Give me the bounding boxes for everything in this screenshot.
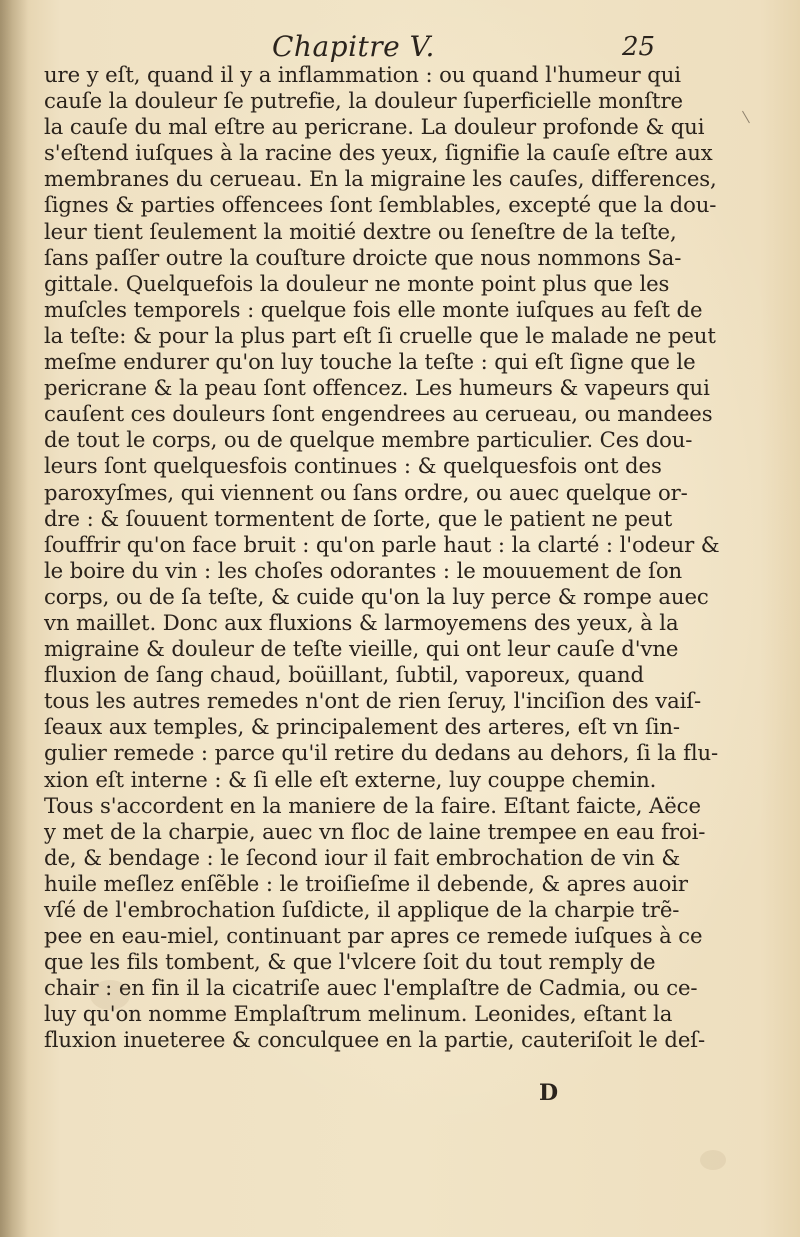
text-line: membranes du cerueau. En la migraine les cauſes, differences, bbox=[44, 166, 717, 192]
text-line: chair : en fin il la cicatriſe auec l'emplaſtre de Cadmia, ou ce- bbox=[44, 975, 698, 1001]
text-line: corps, ou de ſa teſte, & cuide qu'on la luy perce & rompe auec bbox=[44, 583, 709, 609]
text-line: xion eſt interne : & ſi elle eſt externe, luy couppe chemin. bbox=[44, 766, 657, 792]
text-line: paroxyſmes, qui viennent ou ſans ordre, ou auec quelque or- bbox=[44, 479, 688, 505]
margin-mark bbox=[735, 111, 750, 128]
text-line: s'eſtend iuſques à la racine des yeux, ſignifie la cauſe eſtre aux bbox=[44, 140, 713, 166]
text-line: cauſent ces douleurs ſont engendrees au cerueau, ou mandees bbox=[44, 401, 713, 427]
page-number: 25 bbox=[622, 32, 656, 62]
text-line: leur tient ſeulement la moitié dextre ou ſeneſtre de la teſte, bbox=[44, 218, 677, 244]
text-line: vn maillet. Donc aux fluxions & larmoyemens des yeux, à la bbox=[44, 609, 679, 635]
running-title: Chapitre V. bbox=[272, 30, 435, 63]
text-line: ſignes & parties offencees ſont ſemblables, excepté que la dou- bbox=[44, 192, 717, 218]
text-line: gulier remede : parce qu'il retire du dedans au dehors, ſi la flu- bbox=[44, 740, 719, 766]
signature-mark: D bbox=[539, 1080, 559, 1106]
text-line: fluxion inueteree & conculquee en la partie, cauteriſoit le deſ- bbox=[44, 1027, 706, 1053]
text-line: y met de la charpie, auec vn floc de laine trempee en eau froi- bbox=[44, 818, 706, 844]
text-line: ſans paſſer outre la couſture droicte que nous nommons Sa- bbox=[44, 244, 682, 270]
text-line: dre : & ſouuent tormentent de ſorte, que le patient ne peut bbox=[44, 505, 673, 531]
text-line: pericrane & la peau ſont offencez. Les humeurs & vapeurs qui bbox=[44, 375, 710, 401]
text-line: luy qu'on nomme Emplaſtrum melinum. Leonides, eſtant la bbox=[44, 1001, 673, 1027]
text-line: la teſte: & pour la plus part eſt ſi cruelle que le malade ne peut bbox=[44, 322, 716, 348]
text-line: Tous s'accordent en la maniere de la faire. Eſtant faicte, Aëce bbox=[44, 792, 701, 818]
paper-stain bbox=[700, 1150, 726, 1170]
text-line: meſme endurer qu'on luy touche la teſte : qui eſt ſigne que le bbox=[44, 349, 696, 375]
text-line: tous les autres remedes n'ont de rien ſeruy, l'inciſion des vaiſ- bbox=[44, 688, 702, 714]
text-line: vſé de l'embrochation ſuſdicte, il applique de la charpie trẽ- bbox=[44, 897, 680, 922]
body-text bbox=[44, 62, 720, 1054]
page-gutter-shadow bbox=[0, 0, 28, 1237]
text-line: huile meſlez enſẽble : le troiſieſme il debende, & apres auoir bbox=[44, 870, 688, 896]
text-line: le boire du vin : les choſes odorantes : le mouuement de ſon bbox=[44, 557, 683, 583]
text-line: fluxion de ſang chaud, boüillant, ſubtil, vaporeux, quand bbox=[44, 662, 644, 688]
text-line: la cauſe du mal eſtre au pericrane. La douleur profonde & qui bbox=[44, 114, 705, 140]
text-line: ure y eſt, quand il y a inflammation : ou quand l'humeur qui bbox=[44, 62, 681, 87]
text-line: cauſe la douleur ſe putrefie, la douleur ſuperficielle monſtre bbox=[44, 88, 683, 114]
text-line: de, & bendage : le ſecond iour il fait embrochation de vin & bbox=[44, 844, 681, 870]
text-line: ſouffrir qu'on face bruit : qu'on parle haut : la clarté : l'odeur & bbox=[44, 531, 720, 557]
text-line: ſeaux aux temples, & principalement des arteres, eſt vn ſin- bbox=[44, 714, 680, 740]
text-line: migraine & douleur de teſte vieille, qui ont leur cauſe d'vne bbox=[44, 636, 679, 662]
text-line: muſcles temporels : quelque fois elle monte iuſques au feſt de bbox=[44, 296, 703, 322]
text-line: gittale. Quelquefois la douleur ne monte point plus que les bbox=[44, 270, 670, 296]
text-line: pee en eau-miel, continuant par apres ce remede iuſques à ce bbox=[44, 923, 703, 949]
text-line: de tout le corps, ou de quelque membre particulier. Ces dou- bbox=[44, 427, 693, 453]
text-line: leurs ſont quelquesfois continues : & quelquesfois ont des bbox=[44, 453, 662, 479]
text-line: que les fils tombent, & que l'vlcere ſoit du tout remply de bbox=[44, 949, 656, 975]
